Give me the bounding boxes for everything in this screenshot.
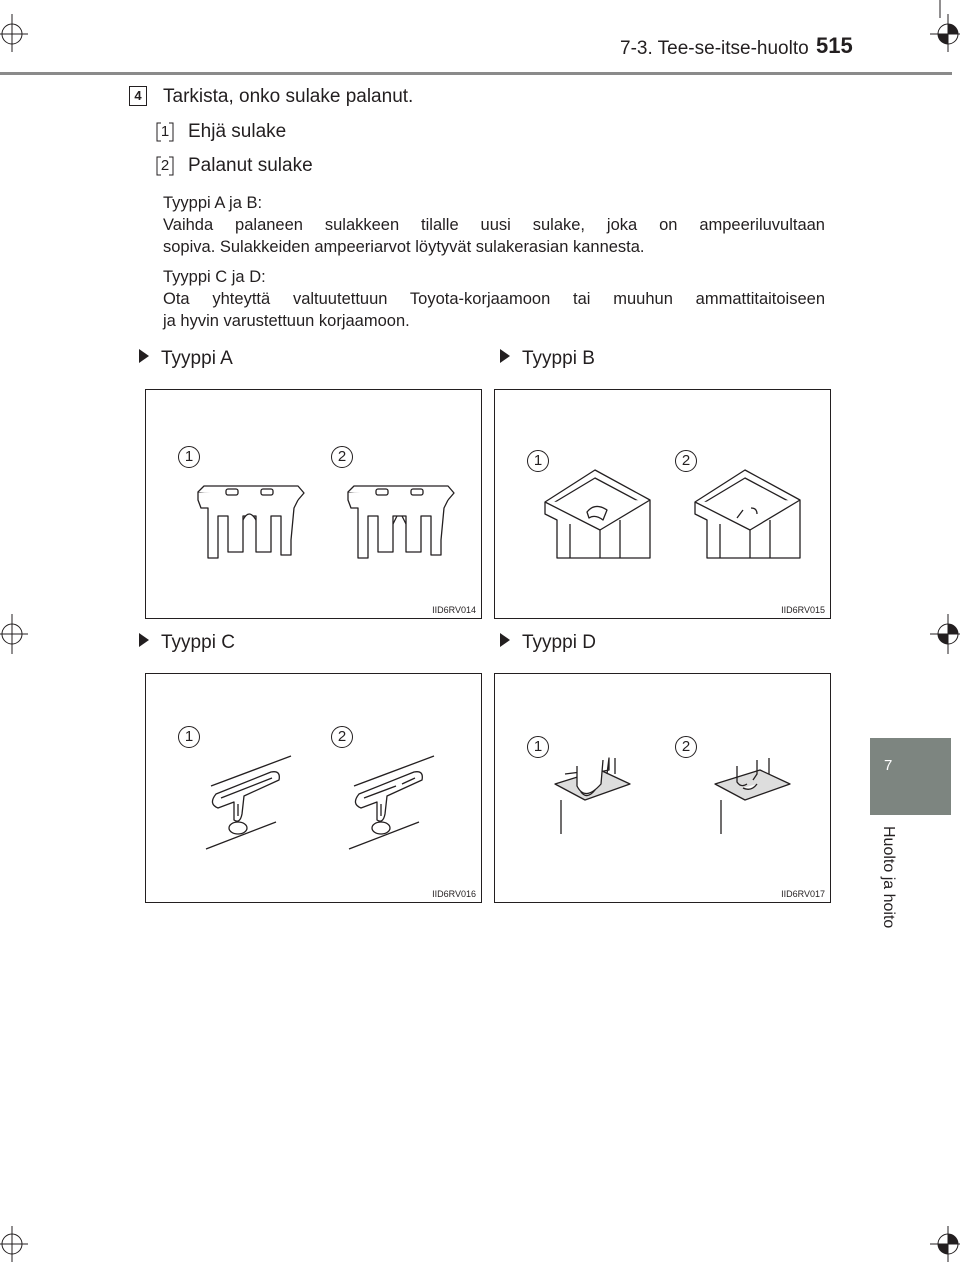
instruction-heading: Tyyppi A ja B:	[163, 194, 263, 212]
callout-blown: 2	[675, 450, 697, 472]
header-rule	[0, 72, 952, 75]
instruction-paragraph	[163, 266, 825, 332]
callout-intact: 1	[527, 450, 549, 472]
triangle-bullet-icon	[500, 349, 510, 363]
fuse-type-c-illustration	[146, 674, 481, 902]
triangle-bullet-icon	[500, 633, 510, 647]
item-number-frame	[156, 122, 174, 142]
item-label: Palanut sulake	[188, 155, 313, 176]
instruction-line: sopiva. Sulakkeiden ampeeriarvot löytyvät sulakerasian kannesta.	[163, 238, 645, 256]
callout-blown: 2	[675, 736, 697, 758]
instruction-paragraph	[163, 192, 825, 258]
item-number	[156, 122, 174, 142]
fuse-type-d-illustration	[495, 674, 830, 902]
figure-type-c	[145, 673, 482, 903]
figure-label-type-a	[139, 348, 233, 370]
chapter-number: 7	[884, 757, 893, 774]
instruction-heading: Tyyppi C ja D:	[163, 268, 266, 286]
figure-code: IID6RV015	[781, 605, 825, 615]
chapter-tab	[870, 738, 951, 815]
triangle-bullet-icon	[139, 633, 149, 647]
item-number	[156, 156, 174, 176]
chapter-title-text: Huolto ja hoito	[880, 826, 897, 929]
figure-type-b	[494, 389, 831, 619]
figure-label-type-c	[139, 632, 235, 654]
item-number-text: 2	[160, 157, 170, 174]
callout-blown: 2	[331, 446, 353, 468]
triangle-bullet-icon	[139, 349, 149, 363]
page-number: 515	[816, 33, 853, 58]
figure-label-text: Tyyppi C	[161, 632, 235, 653]
figure-code: IID6RV017	[781, 889, 825, 899]
figure-label-type-d	[500, 632, 596, 654]
figure-type-d	[494, 673, 831, 903]
figure-label-type-b	[500, 348, 595, 370]
figure-code: IID6RV014	[432, 605, 476, 615]
section-title: 7-3. Tee-se-itse-huolto	[620, 38, 809, 59]
fuse-type-b-illustration	[495, 390, 830, 618]
instruction-line: ja hyvin varustettuun korjaamoon.	[163, 312, 410, 330]
chapter-title	[875, 826, 901, 956]
figure-code: IID6RV016	[432, 889, 476, 899]
figure-label-text: Tyyppi D	[522, 632, 596, 653]
figure-type-a	[145, 389, 482, 619]
step-text: Tarkista, onko sulake palanut.	[163, 86, 414, 107]
instruction-line: Vaihda palaneen sulakkeen tilalle uusi sulake, joka on ampeeriluvultaan	[163, 216, 825, 234]
fuse-type-a-illustration	[146, 390, 481, 618]
callout-intact: 1	[178, 446, 200, 468]
figure-label-text: Tyyppi B	[522, 348, 595, 369]
callout-blown: 2	[331, 726, 353, 748]
figure-label-text: Tyyppi A	[161, 348, 233, 369]
callout-intact: 1	[527, 736, 549, 758]
item-number-frame	[156, 156, 174, 176]
item-label: Ehjä sulake	[188, 121, 287, 142]
item-number-text: 1	[160, 123, 170, 140]
instruction-line: Ota yhteyttä valtuutettuun Toyota-korjaamoon tai muuhun ammattitaitoiseen	[163, 290, 825, 308]
step-number-box: 4	[129, 86, 147, 106]
callout-intact: 1	[178, 726, 200, 748]
